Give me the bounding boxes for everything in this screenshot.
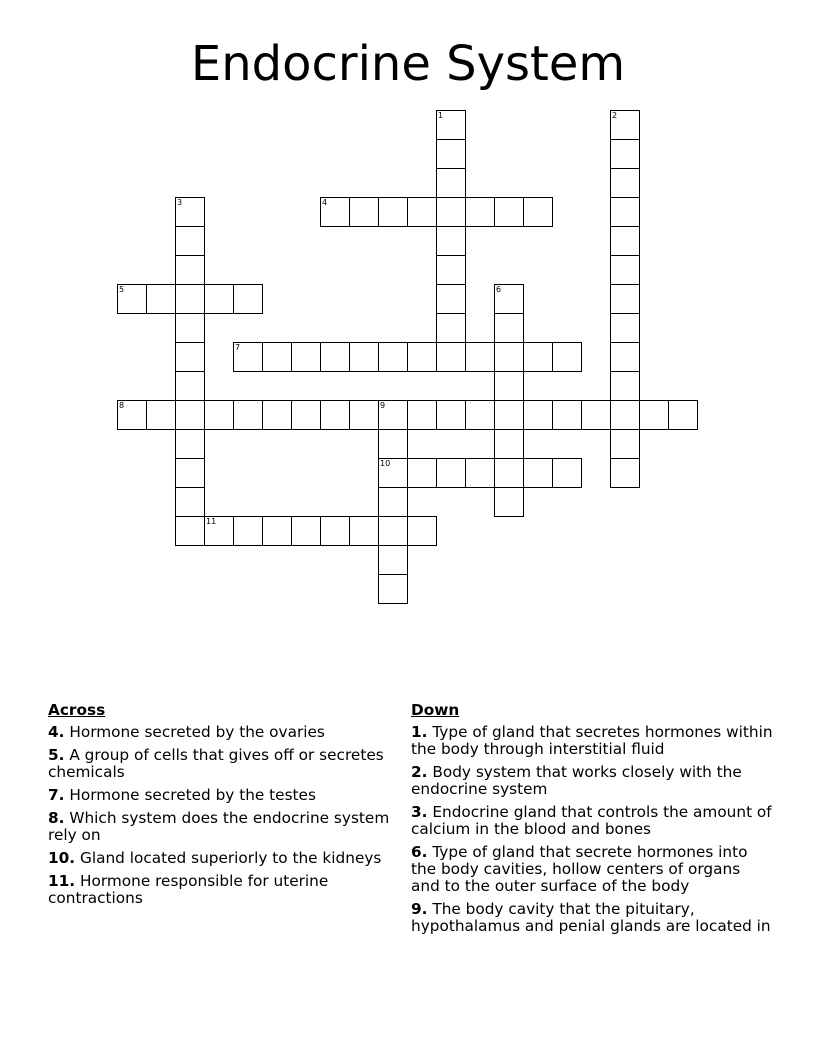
- grid-cell[interactable]: [378, 458, 408, 488]
- grid-cell[interactable]: [262, 516, 292, 546]
- clue-text: Type of gland that secrete hormones into the body cavities, hollow centers of organs and to the outer surface of the body: [411, 843, 748, 895]
- grid-cell[interactable]: [494, 313, 524, 343]
- cell-number: 4: [322, 198, 328, 207]
- clue-across-5: [48, 747, 400, 781]
- grid-cell[interactable]: [291, 400, 321, 430]
- cell-number: 2: [612, 111, 618, 120]
- grid-cell[interactable]: [175, 197, 205, 227]
- grid-cell[interactable]: [610, 139, 640, 169]
- clue-text: Type of gland that secretes hormones within the body through interstitial fluid: [411, 723, 773, 758]
- grid-cell[interactable]: [233, 516, 263, 546]
- grid-cell[interactable]: [523, 458, 553, 488]
- grid-cell[interactable]: [465, 458, 495, 488]
- clue-across-4: [48, 724, 400, 741]
- grid-cell[interactable]: [436, 168, 466, 198]
- grid-cell[interactable]: [465, 197, 495, 227]
- grid-cell[interactable]: [523, 197, 553, 227]
- grid-cell[interactable]: [523, 342, 553, 372]
- grid-cell[interactable]: [436, 255, 466, 285]
- grid-cell[interactable]: [436, 400, 466, 430]
- grid-cell[interactable]: [552, 458, 582, 488]
- grid-cell[interactable]: [204, 516, 234, 546]
- grid-cell[interactable]: [146, 400, 176, 430]
- grid-cell[interactable]: [610, 197, 640, 227]
- grid-cell[interactable]: [552, 342, 582, 372]
- grid-cell[interactable]: [175, 284, 205, 314]
- grid-cell[interactable]: [262, 342, 292, 372]
- grid-cell[interactable]: [436, 458, 466, 488]
- grid-cell[interactable]: [407, 458, 437, 488]
- grid-cell[interactable]: [378, 487, 408, 517]
- clue-down-1: [411, 724, 773, 758]
- grid-cell[interactable]: [494, 197, 524, 227]
- cell-number: 7: [235, 343, 241, 352]
- grid-cell[interactable]: [320, 516, 350, 546]
- cell-number: 11: [206, 517, 217, 526]
- grid-cell[interactable]: [262, 400, 292, 430]
- grid-cell[interactable]: [610, 458, 640, 488]
- grid-cell[interactable]: [175, 313, 205, 343]
- grid-cell[interactable]: [436, 197, 466, 227]
- clue-text: A group of cells that gives off or secretes chemicals: [48, 746, 384, 781]
- grid-cell[interactable]: [610, 110, 640, 140]
- grid-cell[interactable]: [436, 342, 466, 372]
- grid-cell[interactable]: [175, 487, 205, 517]
- grid-cell[interactable]: [465, 400, 495, 430]
- clue-text: Which system does the endocrine system rely on: [48, 809, 390, 844]
- grid-cell[interactable]: [175, 458, 205, 488]
- across-heading: Across: [48, 701, 106, 719]
- grid-cell[interactable]: [349, 342, 379, 372]
- grid-cell[interactable]: [378, 400, 408, 430]
- clue-text: Hormone secreted by the testes: [69, 786, 316, 804]
- grid-cell[interactable]: [610, 371, 640, 401]
- clue-down-9: [411, 901, 773, 935]
- grid-cell[interactable]: [436, 313, 466, 343]
- clue-number: 8.: [48, 809, 65, 827]
- grid-cell[interactable]: [204, 284, 234, 314]
- grid-cell[interactable]: [291, 342, 321, 372]
- grid-cell[interactable]: [146, 284, 176, 314]
- grid-cell[interactable]: [204, 400, 234, 430]
- grid-cell[interactable]: [610, 168, 640, 198]
- clue-text: Body system that works closely with the endocrine system: [411, 763, 742, 798]
- grid-cell[interactable]: [349, 197, 379, 227]
- clue-down-6: [411, 844, 773, 895]
- clue-number: 11.: [48, 872, 76, 890]
- clue-number: 7.: [48, 786, 65, 804]
- grid-cell[interactable]: [494, 400, 524, 430]
- grid-cell[interactable]: [465, 342, 495, 372]
- grid-cell[interactable]: [378, 342, 408, 372]
- grid-cell[interactable]: [610, 400, 640, 430]
- clue-number: 1.: [411, 723, 428, 741]
- grid-cell[interactable]: [494, 487, 524, 517]
- grid-cell[interactable]: [407, 197, 437, 227]
- grid-cell[interactable]: [407, 342, 437, 372]
- clue-number: 10.: [48, 849, 76, 867]
- grid-cell[interactable]: [407, 400, 437, 430]
- clue-across-11: [48, 873, 400, 907]
- cell-number: 8: [119, 401, 125, 410]
- grid-cell[interactable]: [320, 342, 350, 372]
- grid-cell[interactable]: [175, 255, 205, 285]
- clue-down-2: [411, 764, 773, 798]
- grid-cell[interactable]: [494, 342, 524, 372]
- grid-cell[interactable]: [436, 226, 466, 256]
- clue-down-3: [411, 804, 773, 838]
- grid-cell[interactable]: [378, 516, 408, 546]
- clue-number: 3.: [411, 803, 428, 821]
- grid-cell[interactable]: [610, 313, 640, 343]
- grid-cell[interactable]: [378, 574, 408, 604]
- clue-across-7: [48, 787, 400, 804]
- cell-number: 5: [119, 285, 125, 294]
- grid-cell[interactable]: [523, 400, 553, 430]
- grid-cell[interactable]: [175, 516, 205, 546]
- grid-cell[interactable]: [233, 400, 263, 430]
- grid-cell[interactable]: [494, 371, 524, 401]
- grid-cell[interactable]: [378, 429, 408, 459]
- grid-cell[interactable]: [378, 545, 408, 575]
- clue-number: 4.: [48, 723, 65, 741]
- grid-cell[interactable]: [610, 226, 640, 256]
- grid-cell[interactable]: [436, 284, 466, 314]
- clue-number: 9.: [411, 900, 428, 918]
- grid-cell[interactable]: [291, 516, 321, 546]
- clue-text: Hormone secreted by the ovaries: [69, 723, 325, 741]
- across-clues: [48, 702, 400, 913]
- grid-cell[interactable]: [175, 226, 205, 256]
- grid-cell[interactable]: [494, 284, 524, 314]
- grid-cell[interactable]: [436, 139, 466, 169]
- grid-cell[interactable]: [407, 516, 437, 546]
- cell-number: 3: [177, 198, 183, 207]
- grid-cell[interactable]: [436, 110, 466, 140]
- grid-cell[interactable]: [668, 400, 698, 430]
- down-clues: [411, 702, 773, 941]
- grid-cell[interactable]: [175, 371, 205, 401]
- grid-cell[interactable]: [552, 400, 582, 430]
- grid-cell[interactable]: [349, 516, 379, 546]
- grid-cell[interactable]: [349, 400, 379, 430]
- clue-number: 6.: [411, 843, 428, 861]
- grid-cell[interactable]: [117, 400, 147, 430]
- grid-cell[interactable]: [320, 197, 350, 227]
- grid-cell[interactable]: [610, 429, 640, 459]
- grid-cell[interactable]: [494, 429, 524, 459]
- grid-cell[interactable]: [610, 284, 640, 314]
- grid-cell[interactable]: [175, 429, 205, 459]
- grid-cell[interactable]: [639, 400, 669, 430]
- grid-cell[interactable]: [175, 400, 205, 430]
- down-heading: Down: [411, 701, 460, 719]
- grid-cell[interactable]: [610, 342, 640, 372]
- grid-cell[interactable]: [378, 197, 408, 227]
- clue-across-8: [48, 810, 400, 844]
- grid-cell[interactable]: [175, 342, 205, 372]
- grid-cell[interactable]: [581, 400, 611, 430]
- cell-number: 10: [380, 459, 391, 468]
- page-title: Endocrine System: [190, 36, 626, 92]
- clue-number: 5.: [48, 746, 65, 764]
- grid-cell[interactable]: [117, 284, 147, 314]
- cell-number: 1: [438, 111, 444, 120]
- clue-text: Hormone responsible for uterine contractions: [48, 872, 329, 907]
- clue-number: 2.: [411, 763, 428, 781]
- grid-cell[interactable]: [320, 400, 350, 430]
- grid-cell[interactable]: [494, 458, 524, 488]
- clue-text: Gland located superiorly to the kidneys: [79, 849, 382, 867]
- cell-number: 9: [380, 401, 386, 410]
- grid-cell[interactable]: [610, 255, 640, 285]
- clue-text: The body cavity that the pituitary, hypothalamus and penial glands are located in: [411, 900, 771, 935]
- grid-cell[interactable]: [233, 284, 263, 314]
- cell-number: 6: [496, 285, 502, 294]
- clue-text: Endocrine gland that controls the amount of calcium in the blood and bones: [411, 803, 772, 838]
- grid-cell[interactable]: [233, 342, 263, 372]
- clue-across-10: [48, 850, 400, 867]
